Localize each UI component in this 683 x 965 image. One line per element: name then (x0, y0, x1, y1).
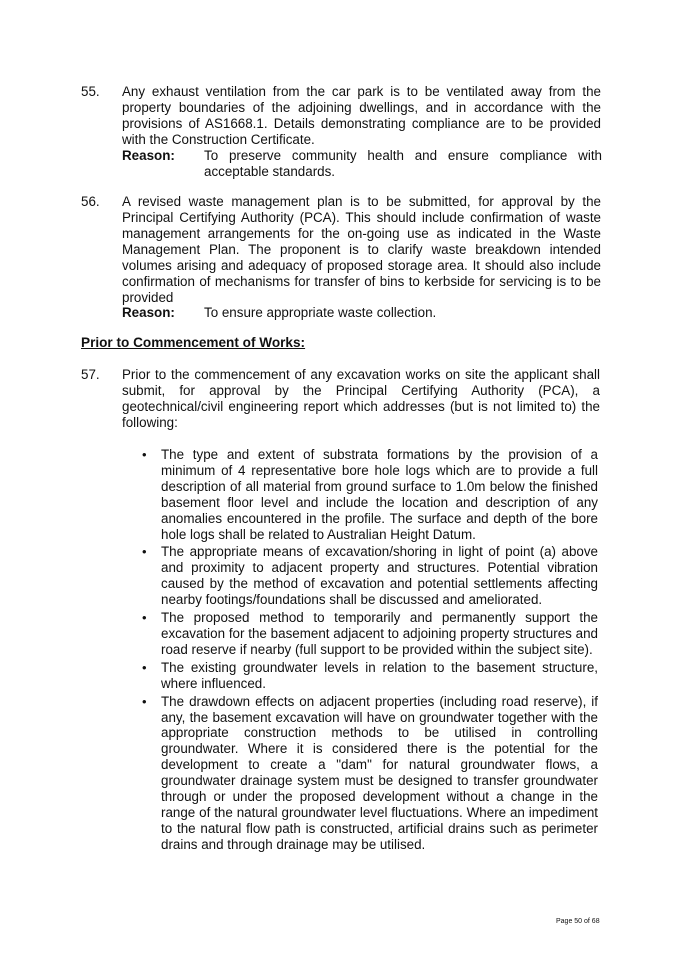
condition-number: 56. (81, 194, 100, 209)
list-item (140, 694, 598, 853)
list-item-text: The proposed method to temporarily and permanently support the excavation for the basement adjacent to adjoining property structures and road reserve if nearby (full support to be provided within the subject site). (161, 610, 598, 657)
reason-text: To preserve community health and ensure compliance with acceptable standards. (204, 148, 602, 179)
bullet-icon: • (142, 610, 147, 626)
list-item (140, 447, 598, 542)
condition-text: Any exhaust ventilation from the car park is to be ventilated away from the property boundaries of the adjoining dwellings, and in accordance with the provisions of AS1668.1. Details demonstrating compliance are to be provided with the Construction Certificate. (122, 84, 601, 147)
condition-text: Prior to the commencement of any excavation works on site the applicant shall submit, for approval by the Principal Certifying Authority (PCA), a geotechnical/civil engineering report which addresses (but is not limited to) the following: (122, 367, 600, 430)
condition-number: 57. (81, 367, 100, 382)
section-heading: Prior to Commencement of Works: (81, 335, 306, 350)
requirements-list (140, 447, 598, 855)
condition-56 (81, 194, 601, 306)
condition-55-reason (122, 148, 602, 180)
list-item (140, 660, 598, 692)
bullet-icon: • (142, 659, 147, 675)
list-item-text: The existing groundwater levels in relation to the basement structure, where influenced. (161, 659, 598, 691)
reason-text: To ensure appropriate waste collection. (204, 305, 437, 320)
list-item-text: The type and extent of substrata formations by the provision of a minimum of 4 representative bore hole logs which are to provide a full description of all material from ground surface to 1.0m below the finished basement floor level and include the location and description of any anomalies encountered in the profile. The surface and depth of the bore hole logs shall be related to Australian Height Datum. (161, 447, 598, 542)
bullet-icon: • (142, 693, 147, 709)
condition-56-reason (122, 305, 602, 321)
bullet-icon: • (142, 447, 147, 462)
list-item-text: The appropriate means of excavation/shoring in light of point (a) above and proximity to adjacent property and structures. Potential vibration caused by the method of excavation and potential settlements affecting nearby footings/foundations shall be discussed and ameliorated. (161, 544, 598, 608)
bullet-icon: • (142, 544, 147, 560)
condition-57 (81, 367, 601, 431)
reason-label: Reason: (122, 148, 175, 163)
condition-text: A revised waste management plan is to be submitted, for approval by the Principal Certifying Authority (PCA). This should include confirmation of waste management arrangements for the on-going use as indicated in the Waste Management Plan. The proponent is to clarify waste breakdown intended volumes arising and adequacy of proposed storage area. It should also include confirmation of mechanisms for transfer of bins to kerbside for servicing is to be provided (122, 194, 601, 305)
condition-55 (81, 84, 601, 147)
reason-label: Reason: (122, 305, 175, 320)
list-item (140, 544, 598, 608)
list-item (140, 610, 598, 658)
list-item-text: The drawdown effects on adjacent properties (including road reserve), if any, the basement excavation will have on groundwater together with the appropriate construction methods to be utilised in controlling groundwater. Where it is considered there is the potential for the development to create a "dam" for natural groundwater flows, a groundwater drainage system must be designed to transfer groundwater through or under the proposed development without a change in the range of the natural groundwater level fluctuations. Where an impediment to the natural flow path is constructed, artificial drains such as perimeter drains and through drainage may be utilised. (161, 693, 598, 852)
condition-number: 55. (81, 84, 100, 99)
page-number: Page 50 of 68 (556, 918, 600, 925)
